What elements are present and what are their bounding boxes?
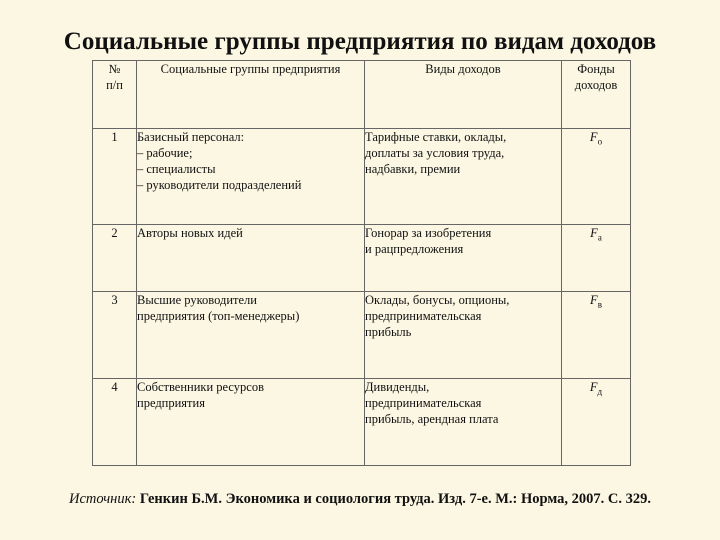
row-income	[365, 379, 562, 466]
row-income	[365, 225, 562, 292]
source-text: Генкин Б.М. Экономика и социология труда. Изд. 7-е. М.: Норма, 2007. С. 329.	[139, 491, 651, 507]
row-group	[137, 379, 365, 466]
row-income-line: прибыль	[365, 325, 412, 339]
table-row	[93, 225, 631, 292]
row-fund	[562, 292, 631, 379]
row-group-line: предприятия (топ-менеджеры)	[137, 309, 300, 323]
header-income	[365, 61, 562, 129]
row-income-line: Тарифные ставки, оклады,	[365, 130, 507, 144]
fund-symbol: F	[589, 380, 598, 394]
fund-subscript: в	[597, 299, 602, 310]
header-group	[137, 61, 365, 129]
fund-symbol: F	[590, 226, 598, 240]
row-group	[137, 292, 365, 379]
row-group-line: – руководители подразделений	[137, 178, 302, 192]
fund-symbol: F	[589, 130, 598, 144]
row-num: 1	[93, 129, 137, 225]
header-fund-line-1: Фонды	[577, 62, 615, 76]
row-group-line: Собственники ресурсов	[137, 380, 264, 394]
page-title: Социальные группы предприятия по видам доходов	[63, 28, 657, 55]
header-num-line-1: №	[108, 62, 121, 76]
row-group-line: – специалисты	[137, 162, 216, 176]
source-label: Источник:	[69, 491, 137, 507]
table-row	[93, 292, 631, 379]
row-num: 2	[93, 225, 137, 292]
header-income-text: Виды доходов	[425, 62, 501, 76]
row-income-line: прибыль, арендная плата	[365, 412, 499, 426]
row-group-line: Базисный персонал:	[137, 130, 245, 144]
row-num: 3	[93, 292, 137, 379]
header-fund	[562, 61, 631, 129]
income-groups-table	[92, 60, 631, 466]
header-group-text: Социальные группы предприятия	[160, 62, 341, 76]
row-income	[365, 292, 562, 379]
fund-subscript: д	[597, 386, 603, 397]
row-fund	[562, 129, 631, 225]
table-row	[93, 129, 631, 225]
row-group	[137, 225, 365, 292]
row-fund	[562, 379, 631, 466]
row-group-line: – рабочие;	[137, 146, 193, 160]
fund-subscript: о	[597, 136, 603, 147]
row-fund	[562, 225, 631, 292]
table-header-row	[93, 61, 631, 129]
row-income-line: Гонорар за изобретения	[365, 226, 492, 240]
row-group-line: Авторы новых идей	[137, 226, 243, 240]
row-num: 4	[93, 379, 137, 466]
row-income	[365, 129, 562, 225]
row-income-line: надбавки, премии	[365, 162, 461, 176]
source-citation	[0, 491, 720, 508]
row-group	[137, 129, 365, 225]
header-fund-line-2: доходов	[574, 78, 618, 92]
row-group-line: предприятия	[137, 396, 205, 410]
row-income-line: Оклады, бонусы, опционы,	[365, 293, 510, 307]
row-income-line: и рацпредложения	[365, 242, 464, 256]
row-income-line: доплаты за условия труда,	[365, 146, 505, 160]
header-num-line-2: п/п	[106, 78, 123, 92]
fund-symbol: F	[590, 293, 598, 307]
row-income-line: Дивиденды,	[365, 380, 430, 394]
row-group-line: Высшие руководители	[137, 293, 257, 307]
row-income-line: предпринимательская	[365, 396, 482, 410]
row-income-line: предпринимательская	[365, 309, 482, 323]
table-row	[93, 379, 631, 466]
fund-subscript: а	[597, 232, 602, 243]
header-num	[93, 61, 137, 129]
